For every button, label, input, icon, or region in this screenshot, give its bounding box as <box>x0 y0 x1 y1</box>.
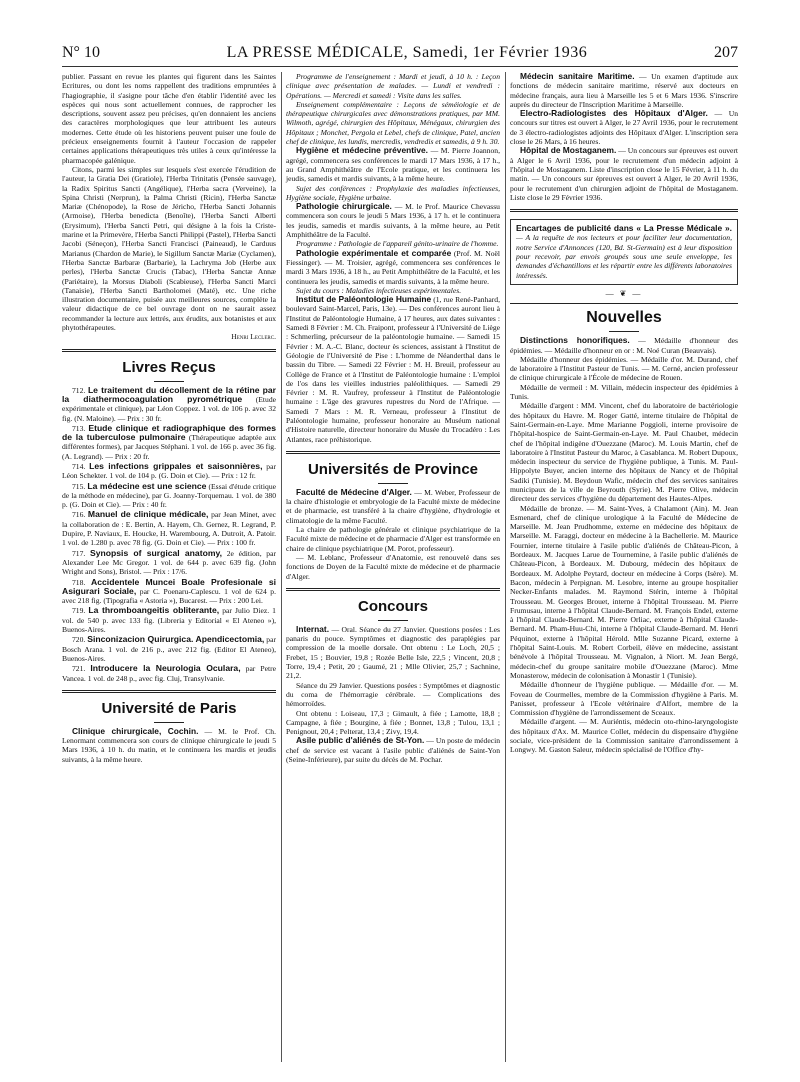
section-title-concours: Concours <box>357 597 428 615</box>
entry-text: — M. le Prof. Maurice Chevassu commencera son cours le jeudi 5 Mars 1936, à 17 h. et le continuera les jeudis, samedis et mardis suivants, à la même heure, au Petit Amphithéâtre de la Faculté. <box>286 202 500 240</box>
announcement <box>510 146 738 202</box>
entry-subject: Sujet des conférences : Prophylaxie des maladies infectieuses, Hygiène sociale, Hygiène urbaine. <box>286 183 500 202</box>
entry-text: — Un poste de médecin chef de service est vacant à l'asile public d'aliénés de Saint-Yon (Seine-Inférieure), par suite du décès de M. Pochar. <box>286 736 501 764</box>
book-number: 716. <box>72 510 86 520</box>
section-title-province: Universités de Province <box>307 460 479 478</box>
ornament: — ❦ — <box>605 288 643 298</box>
book-title: Le traitement du décollement de la rétine par la diathermocoagulation pyrométrique <box>62 384 276 404</box>
paragraph: Programme de l'enseignement : Mardi et jeudi, à 10 h. : Leçon clinique avec présentation de malades. — Lundi et vendredi : Opérations. — Mercredi et samedi : Visite dans les salles. <box>286 72 500 100</box>
column-2 <box>286 72 500 764</box>
paragraph: — M. Leblanc, Professeur d'Anatomie, est renouvelé dans ses fonctions de Doyen de la Faculté mixte de médecine et de pharmacie d'Alger. <box>286 552 500 581</box>
paragraph: Ont obtenu : Loiseau, 17,3 ; Gimault, à fiée ; Lamotte, 18,8 ; Campagne, à fiée ; Bourgine, à fiée ; Bonnet, 13,8 ; Tulou, 13,1 ; Penignout, 20,4 ; Pelterat, 13,4 ; Zivy, 19,4. <box>286 708 500 737</box>
announcement <box>286 202 500 239</box>
short-rule <box>609 331 639 332</box>
column-divider <box>281 72 282 1062</box>
book-details: par C. Poenaru-Caplescu. 1 vol de 624 p. avec 218 fig. (Tipografia « Astoria »), Bucarest. — Prix : 200 Lei. <box>62 586 276 606</box>
entry-title: Distinctions honorifiques. <box>520 335 630 346</box>
announcement <box>286 249 500 286</box>
book-title: La thromboangeitis obliterante, <box>88 605 220 616</box>
issue-number: N° 10 <box>62 44 100 61</box>
entry-title: Hygiène et médecine préventive. <box>296 145 428 156</box>
book-details: (Etude expérimentale et clinique), par Léon Coppez. 1 vol. de 106 p. avec 32 fig. (N. Maloine). — Prix : 30 fr. <box>62 394 276 423</box>
book-number: 717. <box>72 548 86 558</box>
book-number: 713. <box>72 423 86 433</box>
entry-text: (1, rue René-Panhard, boulevard Saint-Marcel, Paris, 13e). — Des conférences auront lieu à l'Institut de Paléontologie Humaine, à 17 heures, aux dates suivantes : Samedi 8 Février : M. Ch. Fraipont, professeur à l'Université de Liège : Schmerling, précurseur de la paléontologie humaine. — Samedi 15 Février : M. A.-C. Blanc, docteur ès sciences, assistant à l'Institut de Géologie de l'Université de Pise : L'homme de Néanderthal dans le bassin du Tibre. — Samedi 22 Février : M. H. Breuil, professeur au Collège de France et à l'Institut de Paléontologie humaine : L'emploi de l'os dans les vieilles industries paléolithiques. — Samedi 29 Février : M. R. Vaufrey, professeur à l'Institut de Paléontologie humaine : L'âge des gravures rupestres du Nord de l'Afrique. — Samedi 7 Mars : M. R. Verneau, professeur à l'Institut de Paléontologie humaine, professeur honoraire au Muséum national d'Histoire naturelle, directeur honoraire du Musée du Trocadéro : Les Atlantes, race préhistorique. <box>286 295 500 444</box>
distinction-paragraph: Médaille d'argent : MM. Vincent, chef du laboratoire de bactériologie des hôpitaux du Havre. M. Roger Gatté, interne titulaire de l'hôpital de Saint-Germain-en-Laye. Mme Marianne Poggioli, interne provisoire de l'hôpital-hospice de Saint-Germain-en-Laye. M. Paul Chaubet, médecin chef de l'hôpital indigène d'Ouezzane (Maroc). M. Louis Martin, chef de laboratoire à l'Institut Pasteur du Maroc, à Casablanca. M. Robert Dupoux, médecin inspecteur du service de l'hygiène publique, à Tunis. M. Paul-Hippolyte Buyer, ancien interne des hôpitaux de Nancy et de l'hôpital Sadiki (Tunisie). M. Beydoun Wafic, médecin chef des services sanitaires municipaux de la ville de Beyrouth (Syrie). M. Pierre Olive, médecin directeur des services d'hygiène du département des Hautes-Alpes. <box>510 401 738 504</box>
book-entry <box>62 424 276 461</box>
book-entry <box>62 462 276 481</box>
book-details: par Jean Minet, avec la collaboration de : E. Bertin, A. Hayem, Ch. Gernez, R. Legrand, P. Dupire, P. Naviaux, E. Houcke, H. Warembourg, A. Dutroit, A. Patoir. 1 vol. de 1.280 p. avec 78 fig. (G. Doin et Cie). — Prix : 100 fr. <box>62 510 276 548</box>
section-title-paris: Université de Paris <box>101 699 237 717</box>
notice-title: Encartages de publicité dans « La Presse Médicale ». <box>516 223 732 234</box>
book-title: Manuel de clinique médicale, <box>87 509 209 520</box>
entry-text: — Oral. Séance du 27 Janvier. Questions posées : Les panaris du pouce. Symptômes et diagnostic des paraplégies par compression de la moelle dorsale. Ont obtenu : Le Loch, 20,5 ; Frebet, 15 ; Bouvier, 19,8 ; Rozée Belle Isle, 22,5 ; Vincent, 20,8 ; Torre, 19,4 ; Petit, 20 ; Gaumé, 21 ; Mlle Olivier, 25,7 ; Sachnine, 21,2. <box>286 624 500 681</box>
section-rule <box>62 349 276 352</box>
column-divider <box>505 72 506 1062</box>
entry-title: Asile public d'aliénés de St-Yon. <box>296 735 425 746</box>
entry-title: Médecin sanitaire Maritime. <box>520 71 635 81</box>
book-number: 712. <box>72 385 86 395</box>
paragraph: Séance du 29 Janvier. Questions posées : Symptômes et diagnostic du coma de l'hémorragie cérébrale. — Complications des hémorroïdes. <box>286 680 500 709</box>
book-number: 714. <box>72 461 86 471</box>
entry-subject: Sujet du cours : Maladies infectieuses expérimentales. <box>296 285 462 295</box>
entry-subject: Programme : Pathologie de l'appareil génito-urinaire de l'homme. <box>296 239 499 249</box>
book-title: La médecine est une science <box>87 480 207 491</box>
short-rule <box>378 483 408 484</box>
book-title: Introducere la Neurologia Oculara, <box>90 663 241 674</box>
book-details: (Essai d'étude critique de la méthode en médecine), par G. Joanny-Torquemau. 1 vol. de 380 p. (G. Doin et Cie). — Prix : 40 fr. <box>62 481 276 510</box>
book-entry <box>62 635 276 663</box>
entry-title: Electro-Radiologistes des Hôpitaux d'Alger. <box>520 108 708 119</box>
book-entry <box>62 386 276 423</box>
book-number: 715. <box>72 481 86 491</box>
announcement <box>510 72 738 109</box>
section-rule <box>286 588 500 591</box>
book-title: Les infections grippales et saisonnières, <box>89 460 263 471</box>
section-title-livres: Livres Reçus <box>122 358 216 376</box>
book-number: 718. <box>72 577 86 587</box>
short-rule <box>154 381 184 382</box>
book-entry <box>62 549 276 577</box>
distinction-paragraph: Médaille d'argent. — M. Auriéntis, médecin oto-rhino-laryngologiste des hôpitaux d'Ax. M. Maurice Collet, médecin du dispensaire d'hygiène sociale, vice-président de la Commission sanitaire d'arrondissement à Longwy. M. Gaston Saleur, médecin spécialisé de l'Office d'hy- <box>510 717 738 755</box>
distinction-paragraph: Médaille d'honneur des épidémies. — Médaille d'or. M. Durand, chef de laboratoire à l'Institut Pasteur de Tunis. — M. Cerné, ancien professeur de clinique chirurgicale à l'École de médecine de Rouen. <box>510 354 738 383</box>
paragraph: La chaire de pathologie générale et clinique psychiatrique de la Faculté mixte de médecine et de pharmacie d'Alger est transformée en chaire de clinique psychiatrique (M. Porot, professeur). <box>286 525 500 553</box>
section-rule <box>62 690 276 693</box>
distinction-paragraph: Médaille de vermeil : M. Villain, médecin inspecteur des épidémies à Tunis. <box>510 382 738 402</box>
entry-title: Faculté de Médecine d'Alger. <box>296 486 412 497</box>
entry-title: Pathologie chirurgicale. <box>296 201 392 212</box>
book-entry <box>62 578 276 606</box>
entry-text: — M. le Prof. Ch. Lenormant commencera son cours de clinique chirurgicale le jeudi 5 Mars 1936, à 10 h. du matin, et le continuera les mardis et jeudis suivants, à la même heure. <box>62 726 276 764</box>
entry-text: — Un concours sur épreuves est ouvert à Alger le 6 Avril 1936, pour le recrutement d'un médecin adjoint à l'hôpital de Mostaganem. Liste d'inscription close le 15 Février, à 11 h. du matin. — Un concours sur épreuves est ouvert à Alger, le 20 Avril 1936, pour le recrutement d'un chirurgien adjoint de l'hôpital de Mostaganem. Liste close le 29 Février 1936. <box>510 146 739 202</box>
distinction-paragraph: Médaille d'honneur de l'hygiène publique. — Médaille d'or. — M. Foveau de Courmelles, membre de la Commission d'hygiène à Paris. M. Panisset, professeur à l'Ecole vétérinaire d'Alfort, membre de la Commission d'hygiène de l'arrondissement de Sceaux. <box>510 680 738 718</box>
announcement <box>510 109 738 146</box>
book-list <box>62 386 276 683</box>
book-details: (Thérapeutique adaptée aux différentes formes), par Jacques Stéphani. 1 vol. de 166 p. avec 36 fig. (A. Legrand). — Prix : 20 fr. <box>62 433 276 461</box>
page-header <box>62 44 738 66</box>
short-rule <box>378 620 408 621</box>
entry-text: — M. Weber, Professeur de la chaire d'histologie et embryologie de la Faculté mixte de médecine et de pharmacie, est transféré à la chaire d'hygiène, d'hydrologie et climatologie de la même Faculté. <box>286 487 500 525</box>
signature: Henri Leclerc. <box>231 332 276 342</box>
paragraph: Citons, parmi les simples sur lesquels s'est exercée l'érudition de l'auteur, la Gratia Dei (Gratiole), l'Herba Trinitatis (Pensée sauvage), la Radix Spiritus Sancti (Angélique), l'Herba sacra (Verveine), la Spina Christi (Nerprun), la Palma Christi (Ricin), l'Herba Sanctæ Mariæ (Chénopode), la Rose de Jéricho, l'Herba Sancti Johannis (Armoise), l'Herba benedicta (Benoîte), l'Herba Sancti Alberti (Erysimum), l'Herba Sancti Petri, qui désigne à la fois la Criste-marine et la Primevère, l'Herba Sancti Philippi (Pastel), l'Herba Sancti Jacobi (Séneçon), l'Herba Sancti Francisci (Paineaud), le Carduus Marianus (Chardon de Marie), le Sigillum Sanctæ Mariæ (Cyclamen), l'Herba Sanctæ Barbaræ (Barbarie), la Lachryma Job (Herbe aux perles), l'Herba Sanctæ Crucis (Tabac), l'Herba Sanctæ Annæ (Pariétaire), la Morsus Diaboli (Scabieuse), l'Herba Sancti Marci (Tanaisie), l'Herba Sancti Bartholomei (Maté), etc. Une riche illustration documentaire, puisée aux meilleures sources, complète la valeur didactique de ce bel ouvrage dont on ne saurait assez recommander la lecture aux lettrés, aux érudits, aux botanistes et aux phytothérapeutes. <box>62 164 276 333</box>
entry-text: (Prof. M. Noël Fiessinger). — M. Troisier, agrégé, commencera ses conférences le mardi 3 Mars 1936, à 18 h., au Petit Amphithéâtre de la Faculté, et les continuera les jeudis, samedis et mardis suivants, à la même heure. <box>286 248 500 286</box>
entry-title: Institut de Paléontologie Humaine <box>296 294 432 305</box>
book-details: par Léon Schekter. 1 vol. de 104 p. (G. Doin et Cie). — Prix : 12 fr. <box>62 461 276 481</box>
distinction-paragraph: Médaille de bronze. — M. Saint-Yves, à Chalamont (Ain). M. Jean Esmenard, chef de clinique urologique à la Faculté de Médecine de Marseille. M. Jean Prudhomme, externe en médecine des hôpitaux de Marseille. M. Faraggi, docteur en médecine à la Bachellerie. M. Maurice Fournier, interne titulaire à l'asile public d'aliénés de Château-Picon, à Bordeaux. M. Jacques Larue de Tournemine, à l'asile public d'aliénés de Château-Picon, à Bordeaux. M. Dubourg, médecin des hôpitaux de Bordeaux. M. Adolphe Peytard, docteur en médecine à Corps (Isère). M. Bacon, médecin à Perpignan. M. Lesobre, interne au groupe hospitalier Necker-Enfants malades. M. Raymond Stérin, interne à l'hôpital Trousseau. M. Georges Brouet, interne à l'hôpital Trousseau. M. Pierre Frumusau, interne à l'hôpital Claude-Bernard. M. François Endel, externe à l'hôpital Claude-Bernard. M. Pierre Orliac, externe à l'hôpital Claude-Bernard. M. Pham-Huu-Chi, interne à l'hôpital Claude-Bernard. M. Henri Péquinot, externe à l'hôpital Hérold. Mlle Suzanne Picard, externe à l'hôpital Saint-Louis. M. Robert Corbeil, élève en médecine, assistant bénévole à l'hôpital Trousseau. M. Vignalon, à Niort. M. Jean Bergé, médecin-chef du groupe sanitaire mobile d'Ouezzane (Maroc). Mme Monasterow, médecin de colonisation à Monastir 1 (Tunisie). <box>510 503 738 680</box>
section-rule <box>510 209 738 212</box>
book-title: Sinconizacion Quirurgica. Apendicectomia, <box>87 634 265 645</box>
entry-title: Clinique chirurgicale, Cochin. <box>72 725 199 736</box>
announcement-list <box>286 146 500 444</box>
book-details: par Julio Diez. 1 vol. de 540 p. avec 133 fig. (Libreria y Editorial « El Ateneo »), Buenos-Aires. <box>62 606 276 635</box>
book-entry <box>62 606 276 634</box>
book-details: par Petre Vancea. 1 vol. de 248 p., avec fig. Cluj, Transylvanie. <box>62 664 276 683</box>
book-entry <box>62 510 276 547</box>
paragraph: publier. Passant en revue les plantes qui figurent dans les Saintes Ecritures, ou dont les noms rappellent des traditions empruntées à l'hagiographie, il s'asigne pour tâche d'en établir l'identité avec les espèces qui nous sont actuellement connues, de rapprocher les descriptions, souvent assez peu précises, qu'en donnaient les anciens des caractères morphologiques que leur attribuent les auteurs modernes. Cette étude où les historiens peuvent puiser une foule de précieux enseignements fournit à l'auteur l'occasion de rappeler certaines applications thérapeutiques très utiles à ceux qu'intéresse la pharmacopée galénique. <box>62 72 276 165</box>
book-title: Etude clinique et radiographique des formes de la tuberculose pulmonaire <box>62 422 276 443</box>
entry-title: Hôpital de Mostaganem. <box>520 145 617 156</box>
section-rule <box>510 303 738 304</box>
section-title-nouvelles: Nouvelles <box>586 309 662 327</box>
entry-text: — Médaille d'honneur des épidémies. — Médaille d'honneur en or : M. Noé Curan (Beauvais). <box>510 336 738 355</box>
book-number: 720. <box>72 635 86 645</box>
book-number: 719. <box>72 606 86 616</box>
book-title: Accidentele Muncei Boale Profesionale si Asigurari Sociale, <box>62 576 276 596</box>
journal-title: LA PRESSE MÉDICALE, Samedi, 1er Février 1936 <box>226 44 588 61</box>
announcement-list <box>510 72 738 202</box>
book-entry <box>62 482 276 510</box>
header-rule <box>62 66 738 67</box>
section-rule <box>286 451 500 454</box>
book-details: par Bosch Arana. 1 vol. de 216 p., avec 212 fig. (Editor El Ateneo), Buenos-Aires. <box>62 635 276 663</box>
short-rule <box>154 722 184 723</box>
column-1 <box>62 72 276 764</box>
paragraph: Enseignement complémentaire : Leçons de séméiologie et de thérapeutique chirurgicales avec démonstrations pratiques, par MM. Wilmoth, agrégé, chirurgien des Hôpitaux, Ménégaux, chirurgien des Hôpitaux ; Monchet, Pergola et Lebel, chefs de clinique, Patel, ancien chef de clinique, les lundis, mercredis, vendredis et samedis, à 9 h. 30. <box>286 99 500 147</box>
notice-text: — A la requête de nos lecteurs et pour faciliter leur documentation, notre Service d'Annonces (120, Bd. St-Germain) est à leur disposition pour recevoir, par envois groupés sous une seule enveloppe, les demandes d'échantillons et les répartir entre les différents laboratoires intéressés. <box>516 233 732 280</box>
entry-text: — Un concours sur titres est ouvert à Alger, le 27 Avril 1936, pour le recrutement de 3 électro-radiologistes adjoints des Hôpitaux d'Alger. L'inscription sera close le 26 Mars, à 16 heures. <box>510 109 738 147</box>
announcement <box>286 295 500 444</box>
book-title: Synopsis of surgical anatomy, <box>90 547 222 558</box>
page-number: 207 <box>714 44 738 61</box>
entry-text: — M. Pierre Joannon, agrégé, commencera ses conférences le mardi 17 Mars 1936, à 17 h., au Grand Amphithéâtre de l'Ecole pratique, et les continuera les jeudis, samedis et mardis suivants, à la même heure. <box>286 146 500 184</box>
book-entry <box>62 664 276 683</box>
entry-title: Internat. <box>296 623 330 634</box>
entry-title: Pathologie expérimentale et comparée <box>296 247 452 258</box>
announcement <box>286 146 500 183</box>
entry-text: — Un examen d'aptitude aux fonctions de médecin sanitaire maritime, réservé aux docteurs en médecine français, aura lieu à Marseille les 5 et 6 Mars 1936. S'inscrire auprès du directeur de l'Inscription Maritime à Marseille. <box>510 72 738 109</box>
column-3 <box>510 72 738 755</box>
book-details: 2e édition, par Alexander Lee Mc Gregor. 1 vol. de 644 p. avec 639 fig. (John Wright and Sons), Bristol. — Prix : 17/6. <box>62 548 276 577</box>
book-number: 721. <box>72 664 86 674</box>
publicity-notice <box>510 219 738 285</box>
distinctions-list <box>510 355 738 755</box>
